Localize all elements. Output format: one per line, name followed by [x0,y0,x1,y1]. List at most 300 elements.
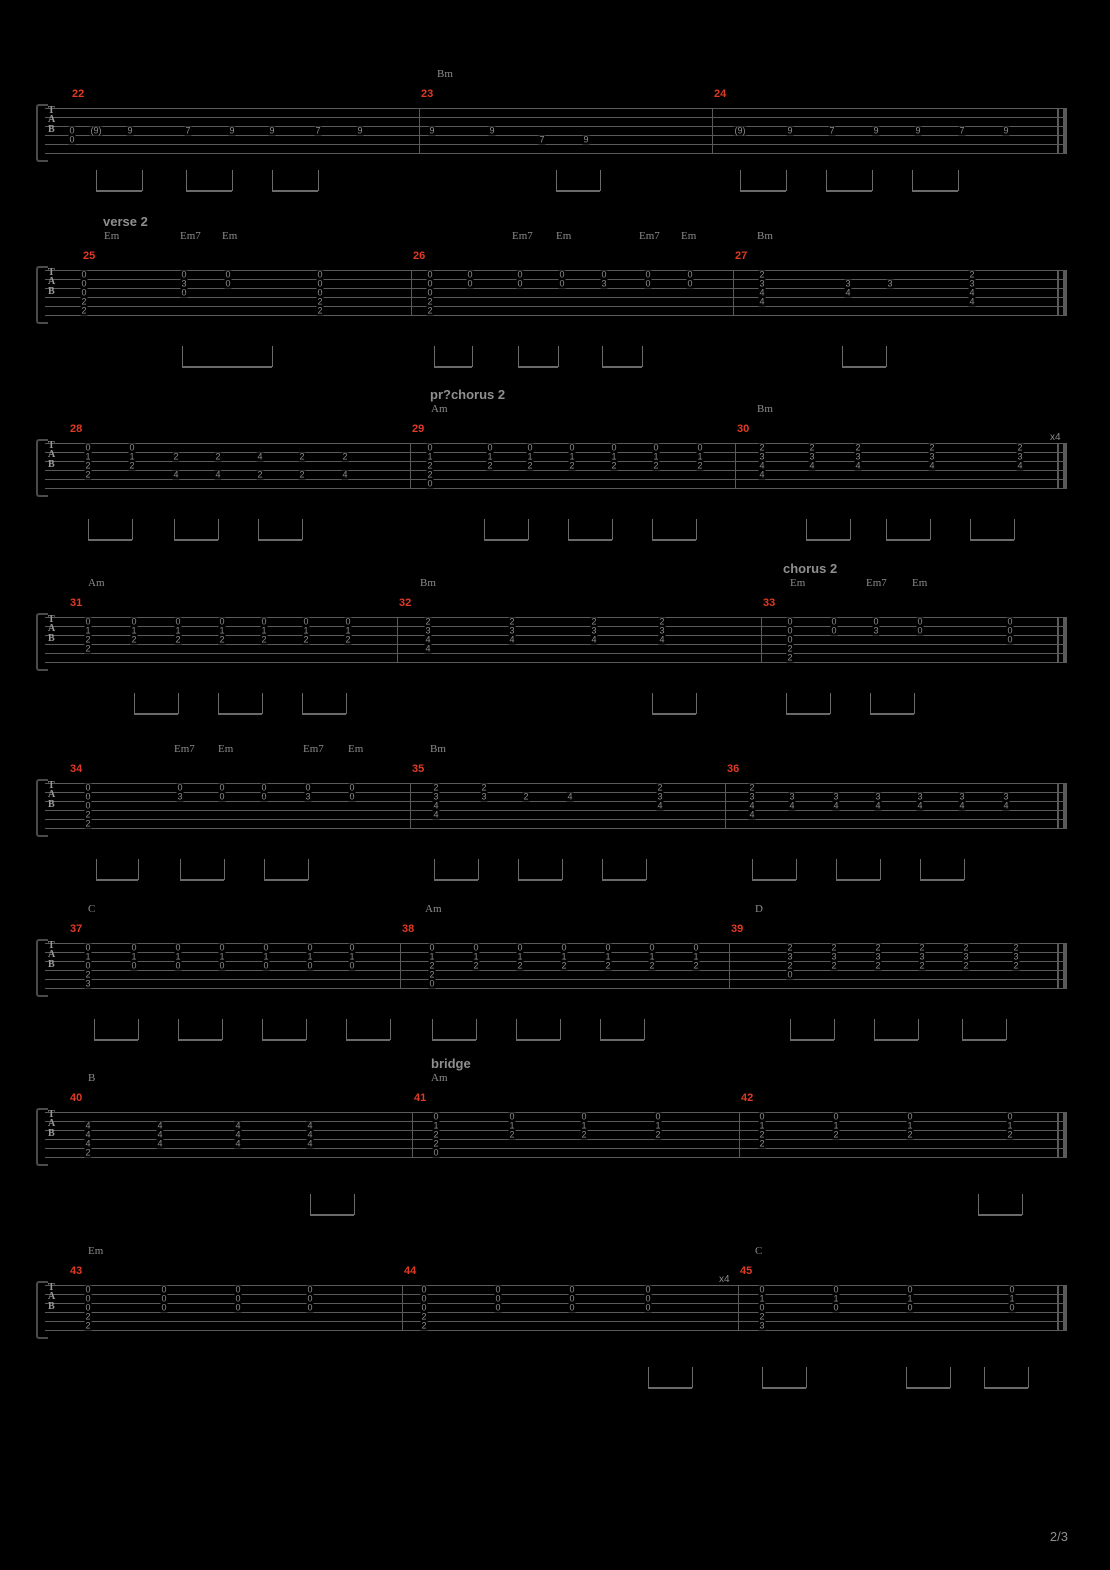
tab-note: 2 [85,818,91,828]
tab-note: 0 [303,616,309,626]
chord-label: Bm [437,68,453,80]
chord-label: Em7 [866,577,887,589]
tab-note: 0 [759,1111,765,1121]
chord-label: Em [348,743,364,755]
tab-note: 2 [831,960,837,970]
rhythm-beam [310,1214,354,1216]
chord-label: Em [218,743,234,755]
barline [397,617,398,663]
rhythm-stem [434,346,435,367]
tab-note: 0 [653,442,659,452]
chord-label: Am [88,577,105,589]
tab-note: 0 [85,442,91,452]
rhythm-stem [302,519,303,540]
measure-number: 39 [731,923,744,935]
tab-note: 1 [649,951,655,961]
tab-note: 0 [225,269,231,279]
tab-note: 3 [809,451,815,461]
tab-note: 0 [581,1111,587,1121]
barline [410,443,411,489]
tab-note: 1 [697,451,703,461]
tab-note: 0 [421,1302,427,1312]
rhythm-stem [850,519,851,540]
rhythm-beam [134,713,178,715]
tab-note: 0 [917,616,923,626]
barline [402,1285,403,1331]
tab-note: 3 [1017,451,1023,461]
barline [1057,783,1059,829]
staff-line [45,117,1065,118]
tab-note: 4 [425,634,431,644]
final-barline [1063,943,1067,989]
tab-note: 2 [219,634,225,644]
rhythm-stem [786,693,787,714]
tab-note: 0 [161,1302,167,1312]
rhythm-beam [842,366,886,368]
tab-note: 0 [645,269,651,279]
tab-note: 0 [787,969,793,979]
tab-note: 3 [845,278,851,288]
staff-line [45,452,1065,453]
repeat-count: x4 [1050,432,1061,443]
rhythm-stem [602,346,603,367]
staff-line [45,315,1065,316]
tab-note: 0 [569,442,575,452]
staff-line [45,470,1065,471]
rhythm-stem [132,519,133,540]
rhythm-stem [88,519,89,540]
rhythm-beam [752,879,796,881]
tab-note: 2 [85,809,91,819]
tab-note: 1 [131,625,137,635]
barline [400,943,401,989]
tab-note: 2 [421,1320,427,1330]
page-number: 2/3 [1049,1529,1068,1544]
tab-note: 2 [809,442,815,452]
tab-note: 0 [317,269,323,279]
measure-number: 41 [414,1092,427,1104]
tab-note: 1 [349,951,355,961]
tab-note: 0 [261,782,267,792]
staff-line [45,653,1065,654]
rhythm-stem [178,1019,179,1040]
rhythm-stem [472,346,473,367]
staff-line [45,626,1065,627]
tab-note: 0 [917,625,923,635]
tab-note: 0 [495,1302,501,1312]
final-barline [1063,783,1067,829]
rhythm-stem [518,859,519,880]
tab-note: 2 [833,1129,839,1139]
staff-line [45,297,1065,298]
tab-note: 2 [81,296,87,306]
tab-note: 0 [429,978,435,988]
tab-note: 4 [959,800,965,810]
rhythm-stem [762,1367,763,1388]
rhythm-stem [870,693,871,714]
rhythm-stem [872,170,873,191]
tab-note: 0 [645,1293,651,1303]
barline [1057,270,1059,316]
rhythm-beam [962,1039,1006,1041]
tab-note: 0 [833,1284,839,1294]
rhythm-beam [836,879,880,881]
chord-label: Am [431,1072,448,1084]
tab-note: 3 [177,791,183,801]
tab-note: 2 [509,1129,515,1139]
staff-line [45,617,1065,618]
tab-note: 3 [831,951,837,961]
tab-note: 9 [489,125,495,135]
tab-note: 2 [1007,1129,1013,1139]
rhythm-stem [964,859,965,880]
tab-note: 3 [887,278,893,288]
rhythm-beam [484,539,528,541]
tab-note: 0 [433,1147,439,1157]
tab-note: 3 [509,625,515,635]
tab-note: 4 [657,800,663,810]
rhythm-stem [478,859,479,880]
chord-label: Em [556,230,572,242]
tab-note: 2 [427,460,433,470]
rhythm-stem [806,1367,807,1388]
staff-line [45,488,1065,489]
rhythm-stem [790,1019,791,1040]
tab-note: 0 [559,278,565,288]
staff-line [45,952,1065,953]
tab-note: 0 [561,942,567,952]
tab-note: 0 [1009,1302,1015,1312]
tab-note: 4 [235,1129,241,1139]
rhythm-beam [88,539,132,541]
staff-line [45,635,1065,636]
tab-note: 2 [919,942,925,952]
barline [725,783,726,829]
rhythm-stem [692,1367,693,1388]
chord-label: Em [222,230,238,242]
rhythm-stem [186,170,187,191]
tab-note: 2 [659,616,665,626]
tab-note: 9 [787,125,793,135]
tab-note: 0 [907,1302,913,1312]
tab-note: 0 [569,1284,575,1294]
staff-line [45,644,1065,645]
tab-note: 4 [307,1129,313,1139]
staff-line [45,801,1065,802]
tab-note: 4 [855,460,861,470]
rhythm-stem [302,693,303,714]
tab-note: 0 [495,1284,501,1294]
rhythm-stem [886,346,887,367]
rhythm-beam [518,879,562,881]
tab-note: 0 [569,1293,575,1303]
rhythm-beam [740,190,786,192]
tab-note: 2 [261,634,267,644]
rhythm-stem [1014,519,1015,540]
tab-note: 3 [759,451,765,461]
tab-note: 2 [649,960,655,970]
tab-note: 4 [307,1138,313,1148]
rhythm-beam [432,1039,476,1041]
section-label: chorus 2 [783,561,838,576]
rhythm-stem [272,346,273,367]
tab-note: 2 [427,296,433,306]
tab-note: 0 [1007,634,1013,644]
rhythm-beam [652,713,696,715]
final-barline [1063,443,1067,489]
tab-note: 0 [1007,1111,1013,1121]
tab-note: 4 [845,287,851,297]
measure-number: 31 [70,597,83,609]
tab-note: 2 [929,442,935,452]
tab-note: 0 [427,269,433,279]
chord-label: Em7 [180,230,201,242]
tab-note: 2 [517,960,523,970]
staff-line [45,461,1065,462]
rhythm-stem [984,1367,985,1388]
tab-note: 2 [317,296,323,306]
tab-note: 3 [181,278,187,288]
tab-note: 1 [473,951,479,961]
system-brace [36,439,48,497]
staff-line [45,479,1065,480]
tab-note: 4 [809,460,815,470]
tab-note: 2 [963,942,969,952]
tab-note: 1 [907,1293,913,1303]
barline [1057,443,1059,489]
rhythm-stem [962,1019,963,1040]
rhythm-stem [1028,1367,1029,1388]
tab-note: 4 [917,800,923,810]
rhythm-stem [836,859,837,880]
tab-note: 3 [963,951,969,961]
rhythm-stem [308,859,309,880]
tab-note: 9 [357,125,363,135]
rhythm-stem [264,859,265,880]
tab-note: 1 [509,1120,515,1130]
tab-note: 0 [649,942,655,952]
rhythm-stem [652,693,653,714]
rhythm-stem [306,1019,307,1040]
rhythm-stem [346,1019,347,1040]
rhythm-beam [648,1387,692,1389]
tab-note: 3 [855,451,861,461]
tab-note: 0 [693,942,699,952]
rhythm-stem [796,859,797,880]
final-barline [1063,617,1067,663]
tab-note: 2 [611,460,617,470]
chord-label: Bm [420,577,436,589]
measure-number: 30 [737,423,750,435]
tab-note: 0 [161,1284,167,1294]
tab-note: 0 [307,942,313,952]
tab-note: 2 [433,1138,439,1148]
tab-note: 0 [235,1293,241,1303]
tab-note: 9 [1003,125,1009,135]
rhythm-beam [984,1387,1028,1389]
tab-note: 3 [875,791,881,801]
tab-note: 1 [517,951,523,961]
tab-note: 0 [831,625,837,635]
tab-note: 0 [429,942,435,952]
rhythm-stem [174,519,175,540]
barline [1057,617,1059,663]
tab-note: 3 [759,1320,765,1330]
tab-note: 1 [561,951,567,961]
rhythm-beam [600,1039,644,1041]
tab-note: 1 [605,951,611,961]
tab-note: 0 [261,791,267,801]
tab-note: 4 [833,800,839,810]
tab-note: 2 [433,782,439,792]
staff-line [45,1139,1065,1140]
tab-note: 0 [85,800,91,810]
rhythm-stem [914,693,915,714]
tab-note: 0 [421,1293,427,1303]
rhythm-stem [920,859,921,880]
tab-note: 3 [873,625,879,635]
tab-note: 0 [307,1284,313,1294]
chord-label: Em7 [303,743,324,755]
tab-note: 0 [601,269,607,279]
chord-label: Em7 [512,230,533,242]
tab-note: 2 [345,634,351,644]
rhythm-stem [642,346,643,367]
tab-staff [45,267,1065,316]
tab-note: 3 [591,625,597,635]
tab-note: 2 [1013,960,1019,970]
tab-note: 2 [759,442,765,452]
barline [410,783,411,829]
tab-note: 2 [759,1129,765,1139]
tab-note: 2 [963,960,969,970]
tab-note: 0 [317,287,323,297]
tab-note: 3 [425,625,431,635]
barline [412,1112,413,1158]
tab-note: 0 [85,1284,91,1294]
tab-note: 0 [1009,1284,1015,1294]
tab-note: 2 [427,305,433,315]
rhythm-beam [264,879,308,881]
barline [739,1112,740,1158]
tab-note: 1 [433,1120,439,1130]
tab-note: 0 [317,278,323,288]
measure-number: 43 [70,1265,83,1277]
tab-note: 4 [173,469,179,479]
tab-note: 0 [517,942,523,952]
chord-label: Bm [757,403,773,415]
rhythm-stem [1006,1019,1007,1040]
tab-note: 0 [235,1302,241,1312]
tab-note: 3 [929,451,935,461]
barline [735,443,736,489]
tab-note: 7 [959,125,965,135]
tab-note: 1 [303,625,309,635]
chord-label: Em [912,577,928,589]
rhythm-beam [874,1039,918,1041]
staff-line [45,943,1065,944]
staff-line [45,662,1065,663]
measure-number: 45 [740,1265,753,1277]
tab-note: 9 [873,125,879,135]
tab-note: 0 [427,478,433,488]
tab-staff [45,105,1065,154]
rhythm-stem [930,519,931,540]
tab-note: 2 [81,305,87,315]
tab-note: 2 [787,960,793,970]
tab-note: 0 [605,942,611,952]
tab-note: 2 [175,634,181,644]
tab-note: 3 [481,791,487,801]
tab-note: 0 [349,960,355,970]
tab-note: 4 [1003,800,1009,810]
tab-note: 1 [175,951,181,961]
rhythm-stem [182,346,183,367]
tab-note: 4 [591,634,597,644]
tab-note: 2 [569,460,575,470]
tab-note: 4 [215,469,221,479]
tab-note: 7 [315,125,321,135]
rhythm-stem [96,859,97,880]
rhythm-stem [218,693,219,714]
tab-note: 0 [219,791,225,801]
tab-note: 2 [173,451,179,461]
rhythm-stem [602,859,603,880]
tab-note: 1 [131,951,137,961]
tab-note: 0 [833,1302,839,1312]
tab-note: 0 [487,442,493,452]
rhythm-stem [970,519,971,540]
tab-note: 2 [759,1138,765,1148]
rhythm-beam [556,190,600,192]
final-barline [1063,108,1067,154]
system-brace [36,104,48,162]
rhythm-beam [182,366,272,368]
tab-note: 0 [787,616,793,626]
tab-note: 2 [697,460,703,470]
tab-note: 0 [421,1284,427,1294]
measure-number: 42 [741,1092,754,1104]
staff-line [45,792,1065,793]
tab-note: 4 [433,809,439,819]
rhythm-stem [138,1019,139,1040]
tab-note: 0 [1007,625,1013,635]
tab-note: 4 [1017,460,1023,470]
tab-note: 7 [829,125,835,135]
staff-line [45,1330,1065,1331]
tab-note: 0 [427,278,433,288]
tab-note: 1 [759,1293,765,1303]
tab-note: 2 [303,634,309,644]
system-brace [36,939,48,997]
rhythm-stem [886,519,887,540]
rhythm-stem [958,170,959,191]
chord-label: Em [88,1245,104,1257]
tab-note: 0 [787,625,793,635]
tab-note: 4 [659,634,665,644]
tab-note: 1 [175,625,181,635]
rhythm-stem [568,519,569,540]
tab-note: 0 [759,1284,765,1294]
chord-label: Bm [430,743,446,755]
tab-note: 2 [759,1311,765,1321]
tab-staff [45,940,1065,989]
system-brace [36,1108,48,1166]
tab-note: (9) [734,125,746,135]
tab-note: 0 [509,1111,515,1121]
rhythm-stem [560,1019,561,1040]
rhythm-beam [262,1039,306,1041]
